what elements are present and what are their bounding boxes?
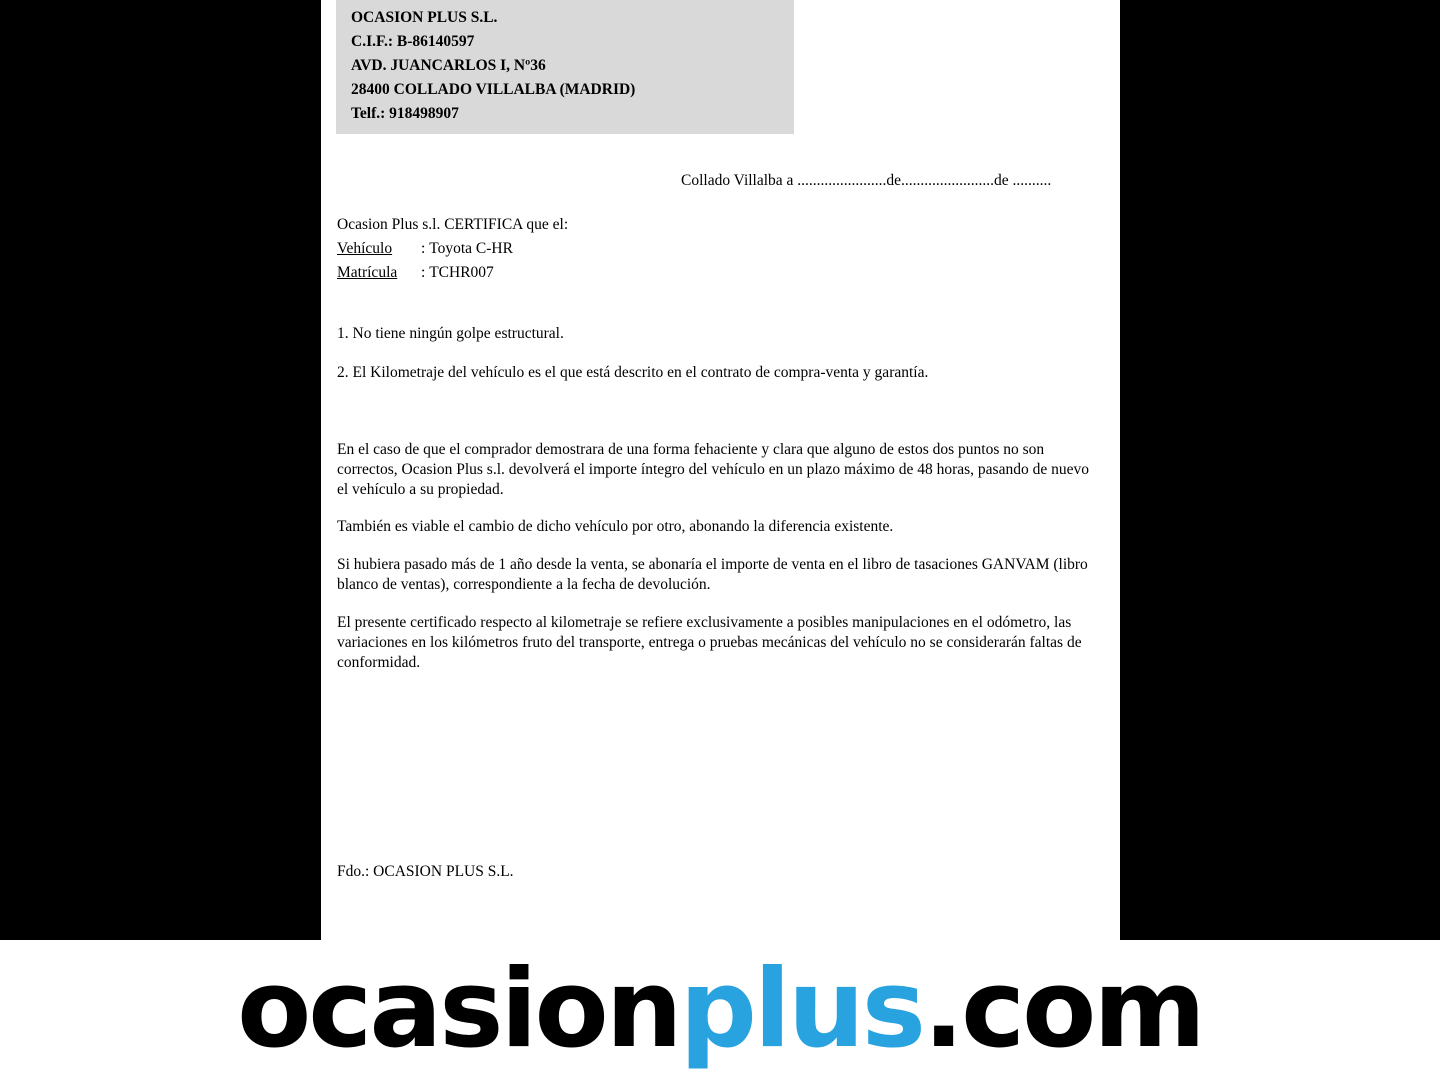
company-city: 28400 COLLADO VILLALBA (MADRID) [351, 81, 636, 98]
date-line: Collado Villalba a .......................de........................de .......... [681, 172, 1052, 189]
certification-point-2: 2. El Kilometraje del vehículo es el que está descrito en el contrato de compra-venta y garantía. [337, 364, 929, 381]
signature-line: Fdo.: OCASION PLUS S.L. [337, 863, 514, 880]
ocasionplus-logo [237, 947, 1203, 1072]
field-vehiculo-separator: : [421, 240, 426, 257]
company-cif: C.I.F.: B-86140597 [351, 33, 475, 50]
field-vehiculo-value: Toyota C-HR [429, 240, 513, 257]
field-vehiculo-label: Vehículo [337, 240, 393, 257]
paragraph-refund-terms: En el caso de que el comprador demostrara de una forma fehaciente y clara que alguno de estos dos puntos no son correctos, Ocasion Plus s.l. devolverá el importe íntegro del vehículo en un plazo máximo de 48 horas, pasando de nuevo el vehículo a su propiedad. [337, 441, 1089, 498]
paragraph-odometer-scope: El presente certificado respecto al kilometraje se refiere exclusivamente a posibles manipulaciones en el odómetro, las variaciones en los kilómetros fruto del transporte, entrega o pruebas mecánicas del vehículo no se considerarán faltas de conformidad. [337, 614, 1082, 671]
logo-text-com: .com [923, 947, 1203, 1072]
company-header-block [336, 0, 794, 134]
company-phone: Telf.: 918498907 [351, 105, 459, 122]
field-matricula-value: TCHR007 [429, 264, 494, 281]
document-page [321, 0, 1120, 940]
document-body [321, 0, 1120, 940]
footer-banner [0, 940, 1440, 1080]
field-matricula [337, 264, 494, 282]
field-vehiculo [337, 240, 513, 258]
certifies-intro: Ocasion Plus s.l. CERTIFICA que el: [337, 216, 569, 233]
company-name: OCASION PLUS S.L. [351, 9, 498, 26]
paragraph-ganvam-terms: Si hubiera pasado más de 1 año desde la venta, se abonaría el importe de venta en el libro de tasaciones GANVAM (libro blanco de ventas), correspondiente a la fecha de devolución. [337, 556, 1088, 593]
certification-point-1: 1. No tiene ningún golpe estructural. [337, 325, 564, 342]
field-matricula-label: Matrícula [337, 264, 398, 281]
logo-text-ocasion: ocasion [237, 947, 680, 1072]
field-matricula-separator: : [421, 264, 426, 281]
logo-text-plus: plus [679, 947, 924, 1072]
company-address: AVD. JUANCARLOS I, Nº36 [351, 57, 546, 74]
paragraph-exchange-option: También es viable el cambio de dicho vehículo por otro, abonando la diferencia existente. [337, 518, 894, 535]
